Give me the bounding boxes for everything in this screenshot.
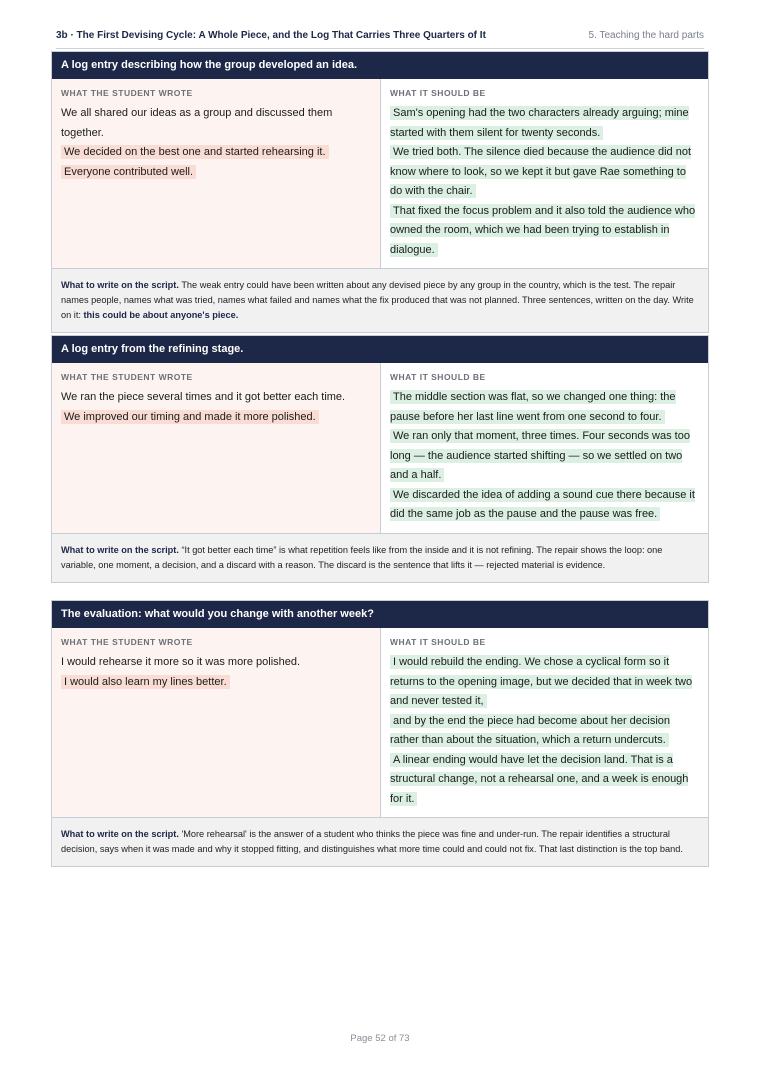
- script-note: [52, 818, 708, 866]
- block-title: A log entry describing how the group developed an idea.: [52, 52, 708, 79]
- should-sentence: I would rebuild the ending. We chose a cyclical form so it returns to the opening image, but we decided that in week two and never tested it,: [390, 656, 693, 707]
- script-note: [52, 534, 708, 582]
- note-tag: this could be about anyone's piece.: [83, 310, 239, 320]
- student-wrote-column: [52, 628, 381, 817]
- note-lead: What to write on the script.: [61, 544, 179, 555]
- wrote-sentence: We all shared our ideas as a group and discussed them together.: [61, 107, 333, 139]
- note-lead: What to write on the script.: [61, 829, 179, 839]
- block-title: The evaluation: what would you change with another week?: [52, 601, 708, 628]
- wrote-sentence: We ran the piece several times and it got better each time.: [61, 391, 346, 403]
- student-wrote-column: [52, 363, 381, 533]
- example-block-1: [51, 51, 709, 333]
- example-block-3: [51, 600, 709, 867]
- should-be-column: [381, 628, 708, 817]
- block-title: A log entry from the refining stage.: [52, 336, 708, 363]
- page-number: Page 52 of 73: [350, 1033, 410, 1044]
- note-text: “It got better each time” is what repetition feels like from the inside and it is not refining. The repair shows the loop: one variable, one moment, a decision, and a discard with a reason. The discard is the sentence that lifts it — rejected material is evidence.: [61, 544, 663, 570]
- should-be-column: [381, 79, 708, 268]
- wrote-sentence-highlighted: Everyone contributed well.: [61, 163, 371, 183]
- script-note: [52, 269, 708, 332]
- section-label: 5. Teaching the hard parts: [588, 29, 704, 41]
- document-title: 3b · The First Devising Cycle: A Whole Piece, and the Log That Carries Three Quarters of It: [56, 29, 486, 41]
- should-sentence: and by the end the piece had become about her decision rather than about the situation, which a return undercuts.: [390, 714, 671, 746]
- wrote-sentence-highlighted: I would also learn my lines better.: [61, 673, 371, 693]
- column-label: WHAT IT SHOULD BE: [390, 637, 486, 647]
- should-sentence: A linear ending would have let the decision land. That is a structural change, not a rehearsal one, and a week is enough for it.: [390, 753, 689, 805]
- wrote-sentence-highlighted: We improved our timing and made it more polished.: [61, 408, 371, 428]
- example-block-2: [51, 335, 709, 583]
- should-sentence: That fixed the focus problem and it also told the audience who owned the room, which we had been trying to establish in dialogue.: [390, 204, 696, 256]
- wrote-sentence-highlighted: We decided on the best one and started rehearsing it.: [61, 143, 371, 163]
- should-sentence: The middle section was flat, so we changed one thing: the pause before her last line went from one second to four.: [390, 391, 676, 423]
- should-sentence: We ran only that moment, three times. Four seconds was too long — the audience started shifting — so we settled on two and a half.: [390, 430, 690, 481]
- should-sentence: Sam's opening had the two characters already arguing; mine started with them silent for twenty seconds.: [390, 107, 689, 139]
- should-sentence: We tried both. The silence died because the audience did not know where to look, so we kept it but gave Rae something to do with the chair.: [390, 146, 692, 197]
- should-be-column: [381, 363, 708, 533]
- column-label: WHAT THE STUDENT WROTE: [61, 88, 193, 98]
- note-text: 'More rehearsal' is the answer of a student who thinks the piece was fine and under-run. The repair identifies a structural decision, says when it was made and why it stopped fitting, and distinguishes what more time could and could not fix. That last distinction is the top band.: [61, 829, 683, 854]
- note-text: The weak entry could have been written about any devised piece by any group in the country, which is the test. The repair names people, names what was tried, names what failed and names what the fix produced that was not planned. Three sentences, written on the day. Write on it:: [61, 280, 694, 320]
- column-label: WHAT THE STUDENT WROTE: [61, 637, 193, 647]
- should-sentence: We discarded the idea of adding a sound cue there because it did the same job as the pause and the pause was free.: [390, 488, 695, 520]
- column-label: WHAT IT SHOULD BE: [390, 372, 486, 382]
- column-label: WHAT THE STUDENT WROTE: [61, 372, 193, 382]
- comparison-columns: [52, 628, 708, 818]
- wrote-sentence: I would rehearse it more so it was more polished.: [61, 656, 301, 668]
- comparison-columns: [52, 363, 708, 534]
- comparison-columns: [52, 79, 708, 269]
- column-label: WHAT IT SHOULD BE: [390, 88, 486, 98]
- running-header: [56, 26, 704, 49]
- note-lead: What to write on the script.: [61, 280, 179, 290]
- student-wrote-column: [52, 79, 381, 268]
